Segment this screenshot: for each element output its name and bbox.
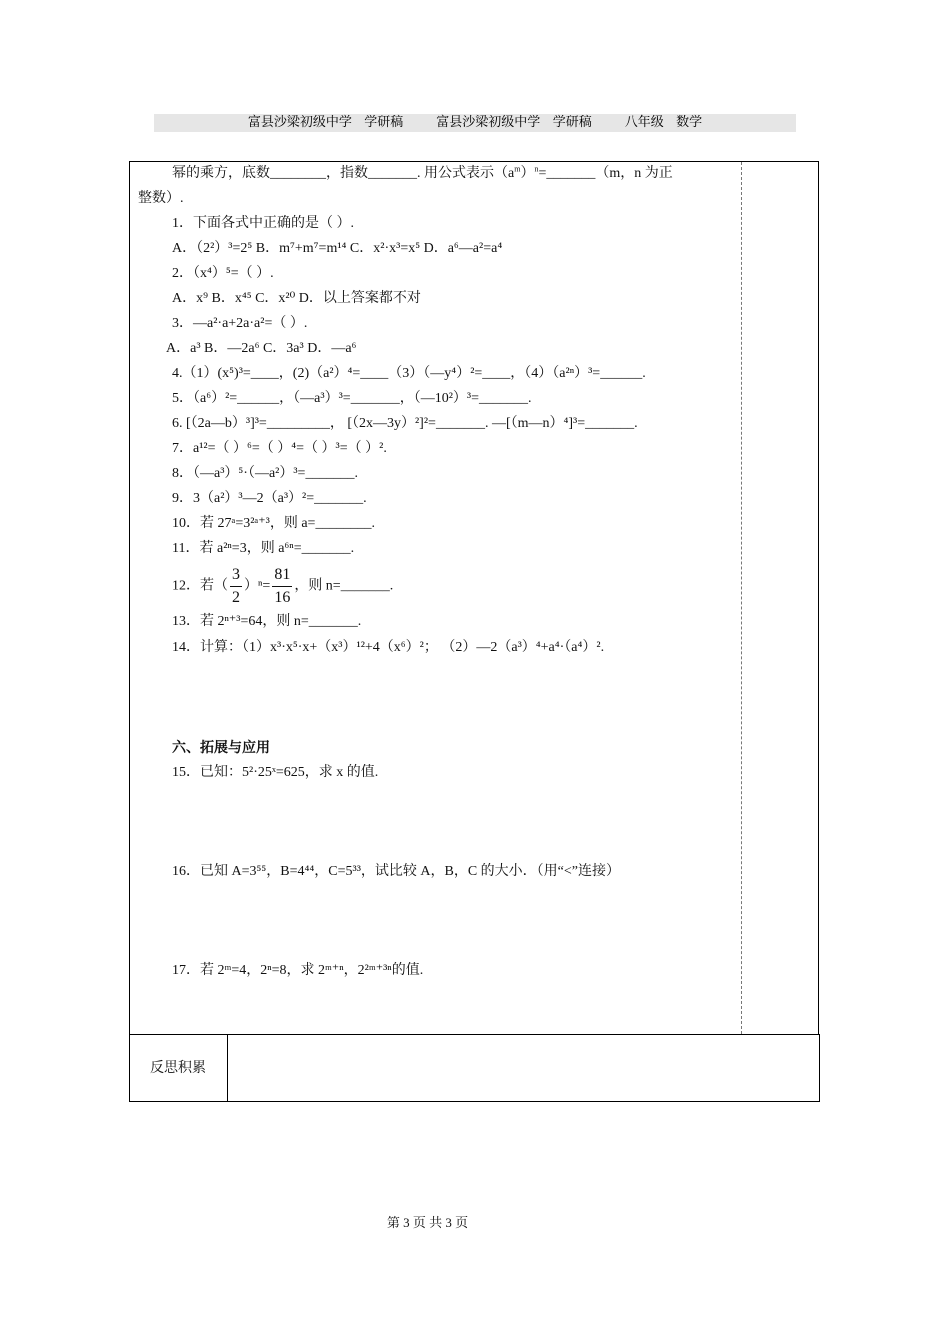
margin-divider — [741, 162, 742, 1034]
question-13: 13．若 2ⁿ⁺³=64，则 n=_______. — [172, 614, 362, 629]
intro-line-1: 幂的乘方，底数________，指数_______. 用公式表示$(a^m)^n=\_\_\_\_\_\_\_(m$，n 为正 — [172, 164, 673, 181]
question-16: 16．已知 A=3⁵⁵，B=4⁴⁴，C=5³³，试比较 A，B，C 的大小．（用“<”连接） — [172, 864, 620, 879]
fraction-3-over-2: $\frac{3}{2}$ — [232, 566, 240, 606]
question-15: 15．已知：5²·25ˣ=625，求 x 的值. — [172, 765, 379, 780]
question-14: 14．计算：（1）x³·x⁵·x+（x³）¹²+4（x⁶）²； （2）—2（a³）⁴+a⁴·（a⁴）². — [172, 640, 605, 655]
reflection-label: 反思积累 — [150, 1060, 206, 1076]
question-2-stem: 2．（x⁴）⁵=（ ）. — [172, 266, 274, 281]
question-1-options: A．（2²）³=2⁵ B．m⁷+m⁷=m¹⁴ C．x²·x³=x⁵ D．a⁶—a²=a⁴ — [172, 241, 503, 256]
question-6: 6. [（2a—b）³]³=_________， [（2x—3y）²]²=_______. —[（m—n）⁴]³=_______. — [172, 416, 638, 431]
page-header-text: 富县沙梁初级中学 学研稿 富县沙梁初级中学 学研稿 八年级 数学 — [247, 115, 703, 130]
reflection-divider — [227, 1034, 228, 1102]
question-3-stem: 3．—a²·a+2a·a²=（ ）. — [172, 316, 308, 331]
question-17: 17．若 2ᵐ=4，2ⁿ=8，求 2ᵐ⁺ⁿ，2²ᵐ⁺³ⁿ的值. — [172, 963, 424, 978]
question-9: 9．3（a²）³—2（a³）²=_______. — [172, 491, 367, 506]
question-8: 8．（—a³）⁵·（—a²）³=_______. — [172, 466, 358, 481]
reflection-row — [129, 1034, 820, 1102]
intro-line-2: 整数）. — [138, 191, 184, 206]
question-7: 7．a¹²=（ ）⁶=（ ）⁴=（ ）³=（ ）². — [172, 441, 387, 456]
question-11: 11．若 a²ⁿ=3，则 a⁶ⁿ=_______. — [172, 541, 355, 556]
question-2-options: A．x⁹ B．x⁴⁵ C．x²⁰ D．以上答案都不对 — [172, 291, 421, 306]
page-footer: 第 3 页 共 3 页 — [386, 1215, 469, 1230]
question-3-options: A．a³ B．—2a⁶ C．3a³ D．—a⁶ — [166, 341, 357, 356]
question-5: 5．（a⁶）²=______，（—a³）³=_______，（—10²）³=_______. — [172, 391, 532, 406]
fraction-81-over-16: $\frac{81}{16}$ — [274, 566, 291, 606]
section-6-heading: 六、拓展与应用 — [172, 740, 270, 756]
question-1-stem: 1．下面各式中正确的是（ ）. — [172, 216, 354, 231]
question-10: 10．若 27ᵃ=3²ᵃ⁺³，则 a=________. — [172, 516, 375, 531]
question-12: 12．若（ $\frac{3}{2}$ ）ⁿ= $\frac{81}{16}$ ，则 n=_______. — [172, 564, 393, 609]
question-4: 4.（1）(x⁵)³=____，(2)（a²）⁴=____（3）（—y⁴）²=____，（4）（a²ⁿ）³=______. — [172, 366, 646, 381]
